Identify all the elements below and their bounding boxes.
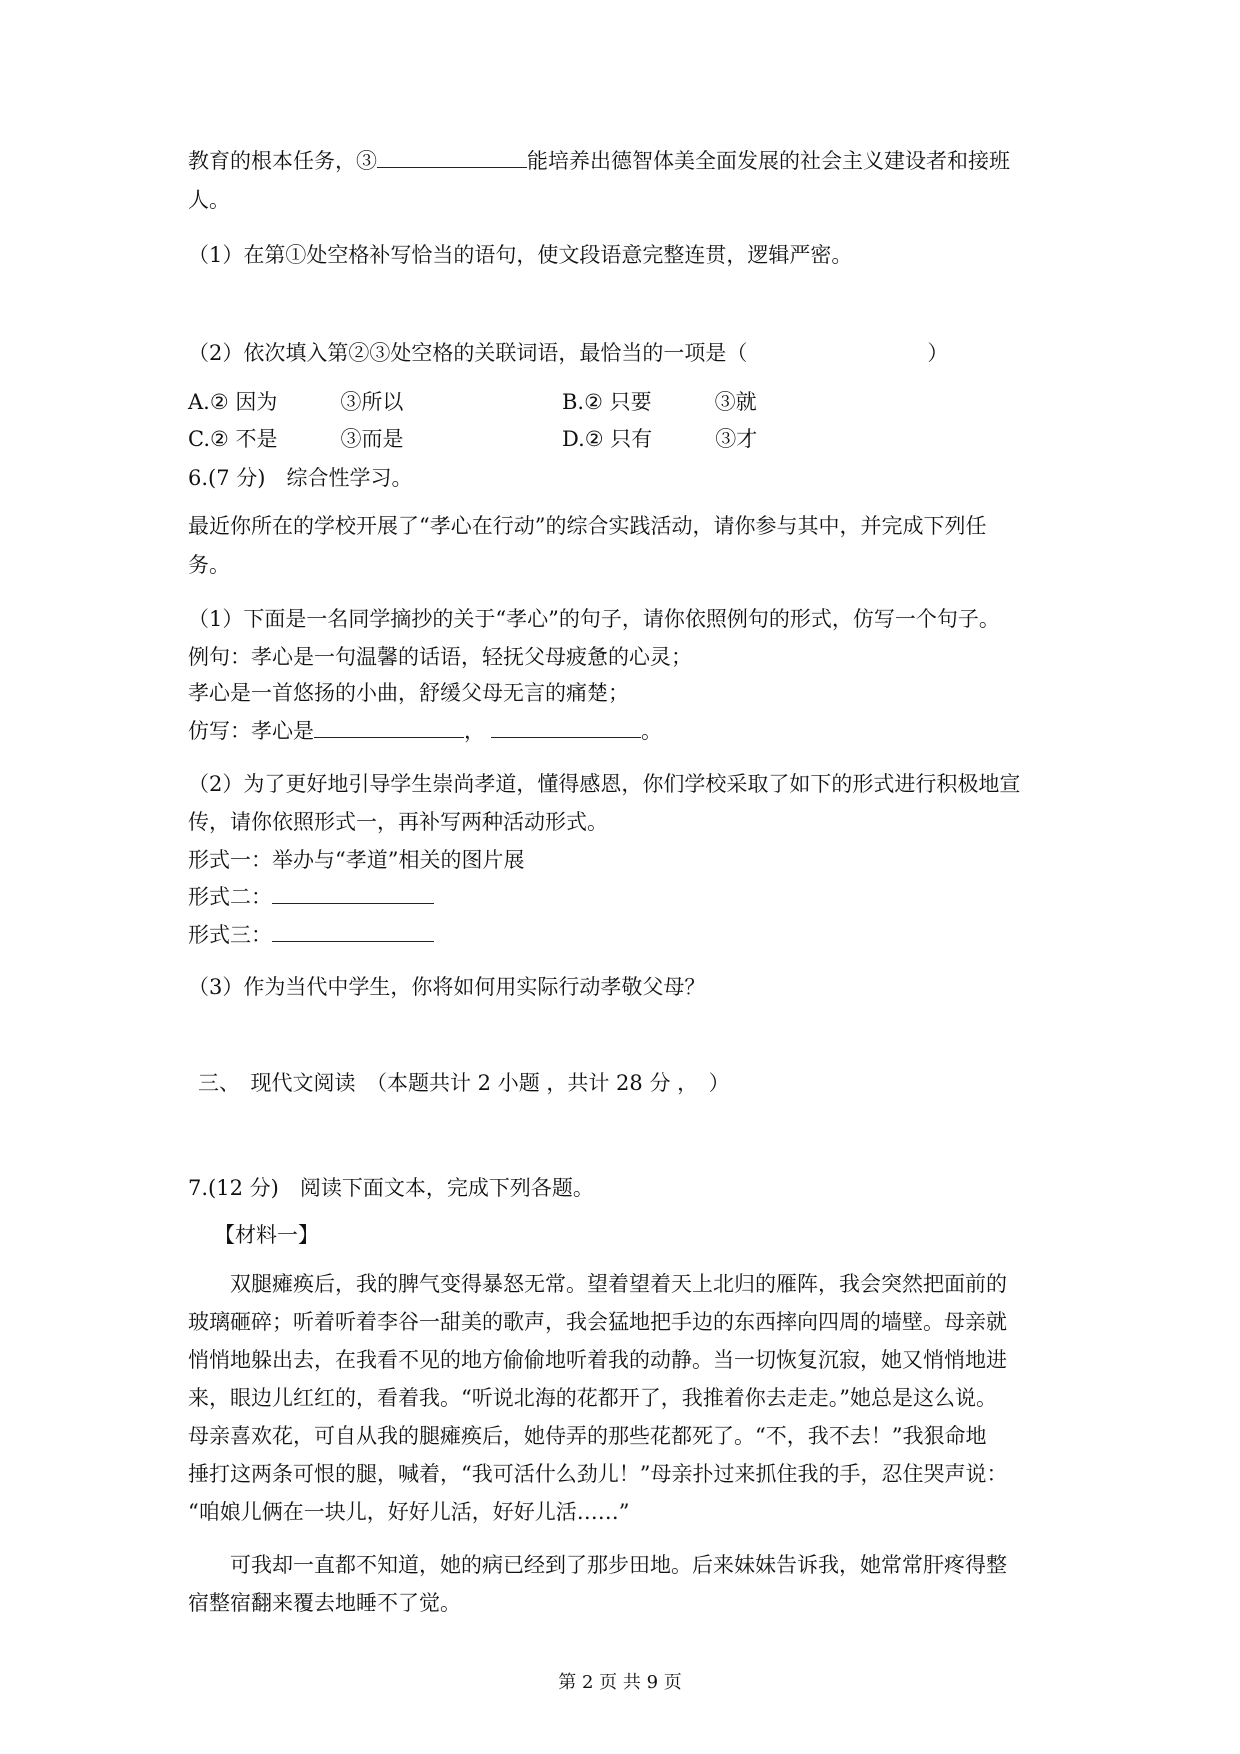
example-sentence: 例句：孝心是一句温馨的话语，轻抚父母疲惫的心灵； [188, 645, 692, 669]
text-line: 教育的根本任务，③ 能培养出德智体美全面发展的社会主义建设者和接班 [188, 149, 1010, 173]
answer-blank[interactable] [272, 883, 434, 904]
form-three: 形式三： [188, 920, 434, 950]
example-sentence: 孝心是一首悠扬的小曲，舒缓父母无言的痛楚； [188, 681, 629, 705]
question-7-heading: 7.(12 分) 阅读下面文本，完成下列各题。 [188, 1176, 594, 1200]
answer-blank[interactable] [491, 717, 641, 738]
question-6-3: （3）作为当代中学生，你将如何用实际行动孝敬父母？ [188, 975, 706, 999]
form-one: 形式一：举办与“孝道”相关的图片展 [188, 848, 525, 872]
passage-line: 玻璃砸碎；听着听着李谷一甜美的歌声，我会猛地把手边的东西摔向四周的墙壁。母亲就 [188, 1310, 1007, 1334]
passage-line: 双腿瘫痪后，我的脾气变得暴怒无常。望着望着天上北归的雁阵，我会突然把面前的 [230, 1272, 1007, 1296]
passage-line: 母亲喜欢花，可自从我的腿瘫痪后，她侍弄的那些花都死了。“不，我不去！”我狠命地 [188, 1424, 987, 1448]
text-line: 务。 [188, 553, 230, 577]
text-line: 传，请你依照形式一，再补写两种活动形式。 [188, 810, 608, 834]
passage-line: 来，眼边儿红红的，看着我。“听说北海的花都开了，我推着你去走走。”她总是这么说。 [188, 1386, 997, 1410]
page-number: 第 2 页 共 9 页 [558, 1672, 682, 1693]
question-5-1: （1）在第①处空格补写恰当的语句，使文段语意完整连贯，逻辑严密。 [188, 243, 853, 267]
answer-blank[interactable] [272, 921, 434, 942]
passage-line: 宿整宿翻来覆去地睡不了觉。 [188, 1591, 461, 1615]
passage-line: 悄悄地躲出去，在我看不见的地方偷偷地听着我的动静。当一切恢复沉寂，她又悄悄地进 [188, 1348, 1007, 1372]
answer-blank[interactable] [377, 147, 527, 168]
text-line: 最近你所在的学校开展了“孝心在行动”的综合实践活动，请你参与其中，并完成下列任 [188, 514, 987, 538]
question-6-heading: 6.(7 分) 综合性学习。 [188, 466, 413, 490]
option-b[interactable]: B.② 只要 ③就 [562, 390, 757, 414]
form-two: 形式二： [188, 882, 434, 912]
section-3-heading: 三、 现代文阅读 （本题共计 2 小题 ，共计 28 分 ， ） [198, 1071, 730, 1095]
passage-line: 捶打这两条可恨的腿，喊着，“我可活什么劲儿！”母亲扑过来抓住我的手，忍住哭声说： [188, 1462, 1008, 1486]
option-a[interactable]: A.② 因为 ③所以 [188, 390, 404, 414]
question-5-2: （2）依次填入第②③处空格的关联词语，最恰当的一项是（ ） [188, 341, 949, 365]
question-6-2: （2）为了更好地引导学生崇尚孝道，懂得感恩，你们学校采取了如下的形式进行积极地宣 [188, 772, 1021, 796]
text-line: 人。 [188, 188, 230, 212]
passage-line: “咱娘儿俩在一块儿，好好儿活，好好儿活……” [188, 1500, 630, 1524]
material-one-label: 【材料一】 [214, 1223, 319, 1247]
question-6-1: （1）下面是一名同学摘抄的关于“孝心”的句子，请你依照例句的形式，仿写一个句子。 [188, 607, 1000, 631]
imitation-line: 仿写：孝心是 ， 。 [188, 719, 662, 743]
option-c[interactable]: C.② 不是 ③而是 [188, 427, 404, 451]
passage-line: 可我却一直都不知道，她的病已经到了那步田地。后来妹妹告诉我，她常常肝疼得整 [230, 1553, 1007, 1577]
answer-blank[interactable] [314, 717, 464, 738]
option-d[interactable]: D.② 只有 ③才 [562, 427, 758, 451]
